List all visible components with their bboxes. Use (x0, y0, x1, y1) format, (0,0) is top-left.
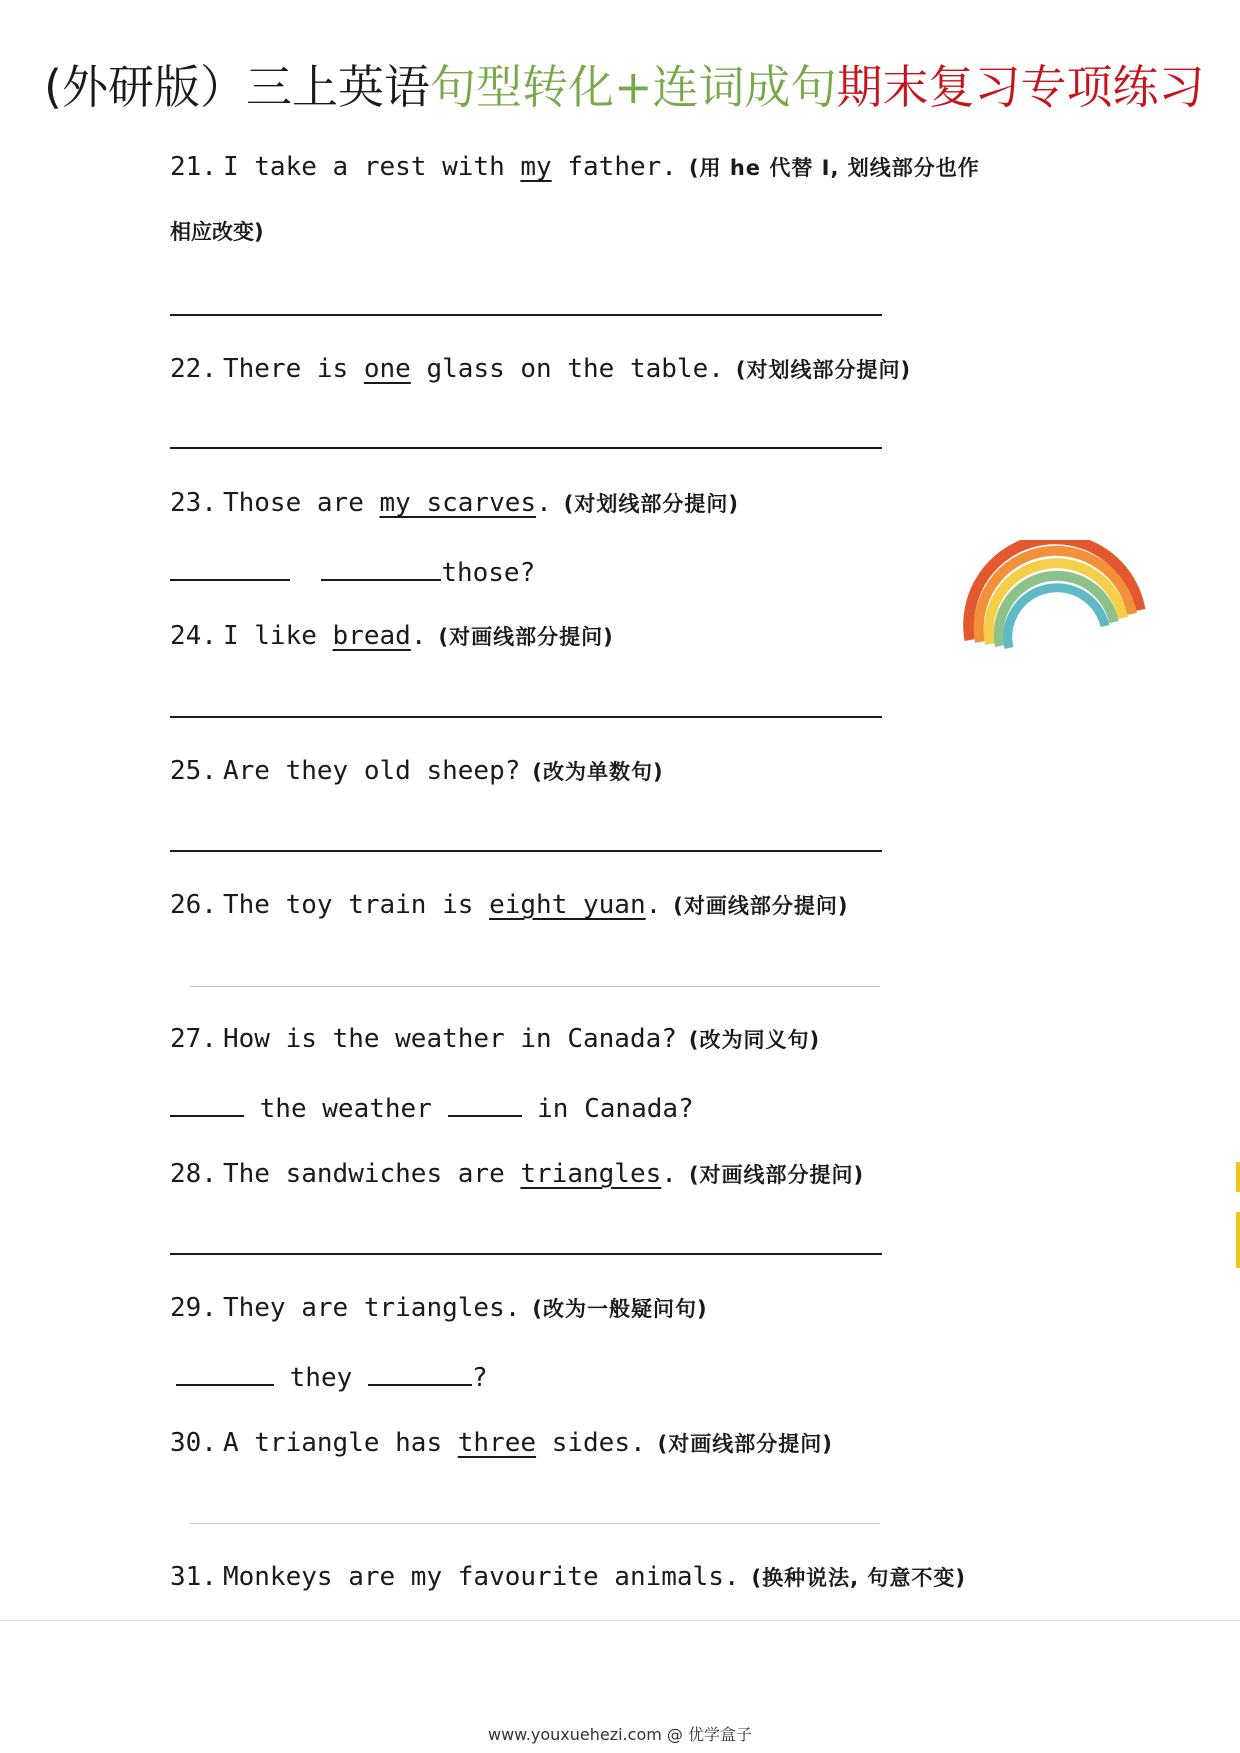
fill-text: ? (471, 1363, 488, 1393)
underlined-text: bread (332, 621, 411, 651)
question-instruction: (对划线部分提问) (563, 492, 739, 516)
question-text: They are triangles. (222, 1293, 521, 1323)
underlined-text: three (457, 1428, 537, 1458)
question-number: 25. (170, 756, 217, 786)
question-26 (170, 888, 848, 923)
question-text: Those are (222, 488, 380, 518)
rainbow-icon (960, 540, 1150, 650)
question-21 (170, 150, 980, 185)
question-text: I take a rest with (222, 152, 521, 182)
edge-tab-marker (1236, 1162, 1240, 1192)
question-number: 31. (170, 1562, 217, 1592)
answer-line-22[interactable] (170, 447, 882, 449)
question-number: 23. (170, 488, 217, 518)
page-divider (0, 1620, 1240, 1621)
blank-field[interactable] (170, 553, 290, 581)
answer-line-24[interactable] (170, 716, 882, 718)
question-29 (170, 1291, 708, 1326)
question-text: Monkeys are my favourite animals. (222, 1562, 740, 1592)
fill-text: those? (441, 558, 536, 588)
question-instruction: (用 he 代替 I, 划线部分也作 (688, 156, 980, 180)
question-instruction: (改为单数句) (532, 760, 664, 784)
question-instruction: (改为同义句) (688, 1028, 821, 1052)
question-number: 26. (170, 890, 217, 920)
question-number: 30. (170, 1428, 217, 1458)
question-text: There is (222, 354, 364, 384)
underlined-text: one (363, 354, 411, 384)
question-text: Are they old sheep? (222, 756, 521, 786)
answer-line-26[interactable] (190, 986, 880, 987)
question-instruction: (改为一般疑问句) (532, 1297, 708, 1321)
question-text-end: sides. (536, 1428, 646, 1458)
question-text-end: . (661, 1159, 677, 1189)
question-instruction: (对划线部分提问) (735, 358, 912, 382)
edge-tab-marker (1236, 1212, 1240, 1268)
question-text-end: father. (551, 152, 677, 182)
question-instruction: (对画线部分提问) (657, 1432, 833, 1456)
footer-watermark: www.youxuehezi.com @ 优学盒子 (488, 1725, 752, 1744)
title-part-1: (外研版）三上英语 (44, 60, 430, 114)
fill-text: they (289, 1363, 353, 1393)
answer-line-21[interactable] (170, 314, 882, 316)
question-30 (170, 1426, 833, 1461)
question-29-fill (176, 1358, 488, 1395)
question-text: The toy train is (222, 890, 490, 920)
title-part-3: 期末复习专项练习 (836, 60, 1205, 114)
question-27 (170, 1022, 820, 1057)
blank-field[interactable] (176, 1358, 274, 1386)
question-text-end: . (536, 488, 552, 518)
question-text-end: glass on the table. (410, 354, 724, 384)
question-27-fill (170, 1089, 694, 1126)
fill-text: in Canada? (537, 1094, 694, 1124)
question-number: 28. (170, 1159, 217, 1189)
question-instruction: (对画线部分提问) (438, 625, 614, 649)
question-text: A triangle has (222, 1428, 458, 1458)
blank-field[interactable] (448, 1089, 522, 1117)
question-text-end: . (645, 890, 662, 920)
answer-line-30[interactable] (190, 1523, 880, 1524)
question-31 (170, 1560, 966, 1595)
page-title (44, 52, 1224, 122)
blank-field[interactable] (368, 1358, 472, 1386)
question-21-instruction-cont: 相应改变) (170, 220, 264, 244)
question-23 (170, 486, 739, 521)
question-number: 29. (170, 1293, 217, 1323)
underlined-text: my scarves (379, 488, 537, 518)
blank-field[interactable] (170, 1089, 244, 1117)
underlined-text: triangles (520, 1159, 662, 1189)
question-number: 27. (170, 1024, 217, 1054)
underlined-text: eight yuan (489, 890, 646, 920)
question-number: 22. (170, 354, 217, 384)
answer-line-28[interactable] (170, 1253, 882, 1255)
answer-line-25[interactable] (170, 850, 882, 852)
question-text: I like (222, 621, 333, 651)
question-text: The sandwiches are (222, 1159, 521, 1189)
fill-text: the weather (259, 1094, 432, 1124)
question-instruction: (换种说法, 句意不变) (751, 1566, 967, 1590)
question-text-end: . (410, 621, 427, 651)
question-number: 21. (170, 152, 217, 182)
question-23-fill (170, 553, 535, 590)
question-22 (170, 352, 911, 387)
question-25 (170, 754, 664, 789)
question-instruction: (对画线部分提问) (688, 1163, 865, 1187)
question-text: How is the weather in Canada? (222, 1024, 677, 1054)
question-24 (170, 619, 614, 654)
blank-field[interactable] (321, 553, 441, 581)
underlined-text: my (520, 152, 552, 182)
question-instruction: (对画线部分提问) (673, 894, 849, 918)
title-part-2: 句型转化+连词成句 (429, 60, 837, 114)
question-number: 24. (170, 621, 217, 651)
question-28 (170, 1157, 864, 1192)
